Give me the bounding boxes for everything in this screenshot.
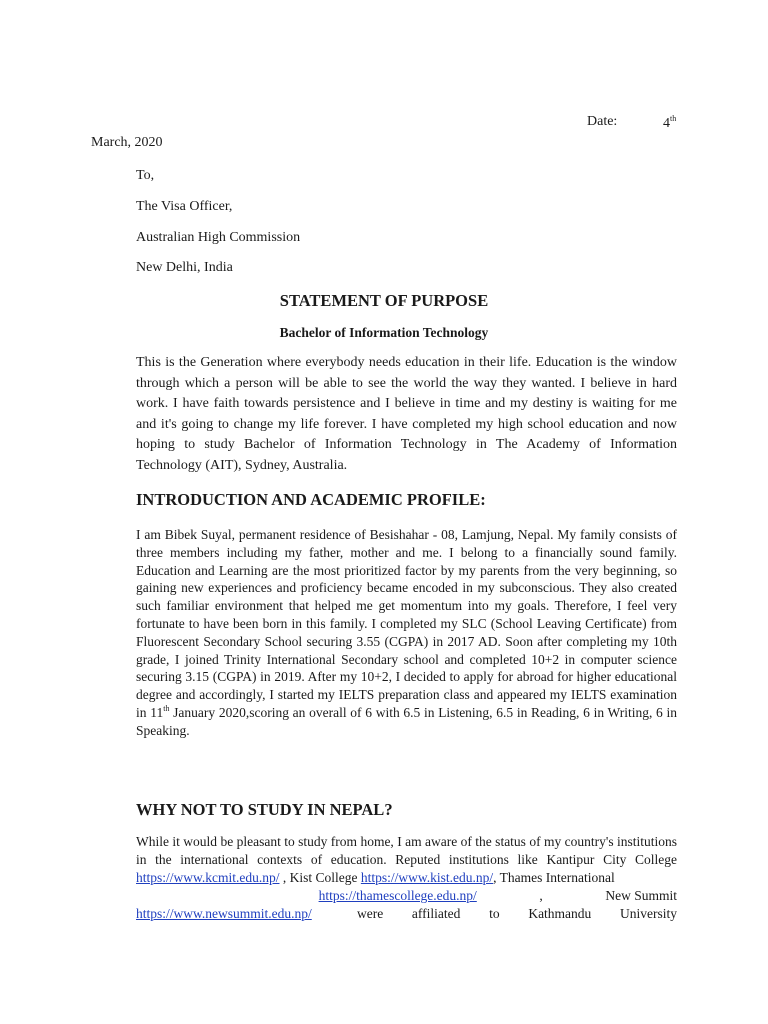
intro-paragraph: This is the Generation where everybody needs education in their life. Education is the window through which a person will be able to see the world the way they wanted. I believe in hard work. I have faith towards persistence and I believe in time and my destiny is waiting for me and it's going to change my life forever. I have completed my high school education and now hoping to study Bachelor of Information Technology in The Academy of Information Technology (AIT), Sydney, Australia. xyxy=(136,355,677,473)
address-line-city: New Delhi, India xyxy=(136,260,233,275)
address-line-officer: The Visa Officer, xyxy=(136,199,233,214)
date-month-year: March, 2020 xyxy=(91,135,163,150)
section-heading-why-not-nepal: WHY NOT TO STUDY IN NEPAL? xyxy=(136,800,393,819)
introduction-paragraph: I am Bibek Suyal, permanent residence of Besishahar - 08, Lamjung, Nepal. My family consists of three members including my father, mother and me. I belong to a financially sound family. Education and Learning are the most prioritized factor by my parents from the very beginning, so gaining new experiences and proficiency became encoded in my subconscious. They also created such familiar environment that helped me get momentum into my goals. Therefore, I feel very fortunate to have been born in this family. I completed my SLC (School Leaving Certificate) from Fluorescent Secondary School securing 3.55 (CGPA) in 2017 AD. Soon after completing my 10th grade, I joined Trinity International Secondary school and completed 10+2 in computer science securing 3.15 (CGPA) in 2019. After my 10+2, I decided to apply for abroad for higher educational degree and accordingly, I started my IELTS preparation class and appeared my IELTS examination in 11th January 2020,scoring an overall of 6 with 6.5 in Listening, 6.5 in Reading, 6 in Writing, 6 in Speaking. xyxy=(136,527,678,738)
why-not-nepal-line-5: https://www.newsummit.edu.np/ were affiliated to Kathmandu University xyxy=(136,906,677,921)
date-day-suffix: th xyxy=(670,114,677,123)
section-heading-introduction: INTRODUCTION AND ACADEMIC PROFILE: xyxy=(136,490,486,509)
why-not-nepal-line-4: https://thamescollege.edu.np/ , New Summit xyxy=(318,888,677,903)
ordinal-suffix: th xyxy=(163,703,170,713)
link-newsummit[interactable]: https://www.newsummit.edu.np/ xyxy=(136,906,312,921)
link-thames[interactable]: https://thamescollege.edu.np/ xyxy=(318,888,477,903)
document-title: STATEMENT OF PURPOSE xyxy=(279,291,489,310)
document-subtitle: Bachelor of Information Technology xyxy=(279,325,489,340)
address-line-commission: Australian High Commission xyxy=(136,230,301,245)
link-kcmit[interactable]: https://www.kcmit.edu.np/ xyxy=(136,869,280,885)
date-label: Date: xyxy=(587,114,618,129)
address-line-to: To, xyxy=(136,168,155,183)
why-not-nepal-paragraph: While it would be pleasant to study from home, I am aware of the status of my country's institutions in the international contexts of education. Reputed institutions like Kantipur City College https://www.kcmit.edu.np/ , Kist College https://www.kist.edu.np/, Thames International xyxy=(136,834,677,885)
date-day: 4th xyxy=(663,114,677,131)
link-kist[interactable]: https://www.kist.edu.np/ xyxy=(360,869,494,885)
